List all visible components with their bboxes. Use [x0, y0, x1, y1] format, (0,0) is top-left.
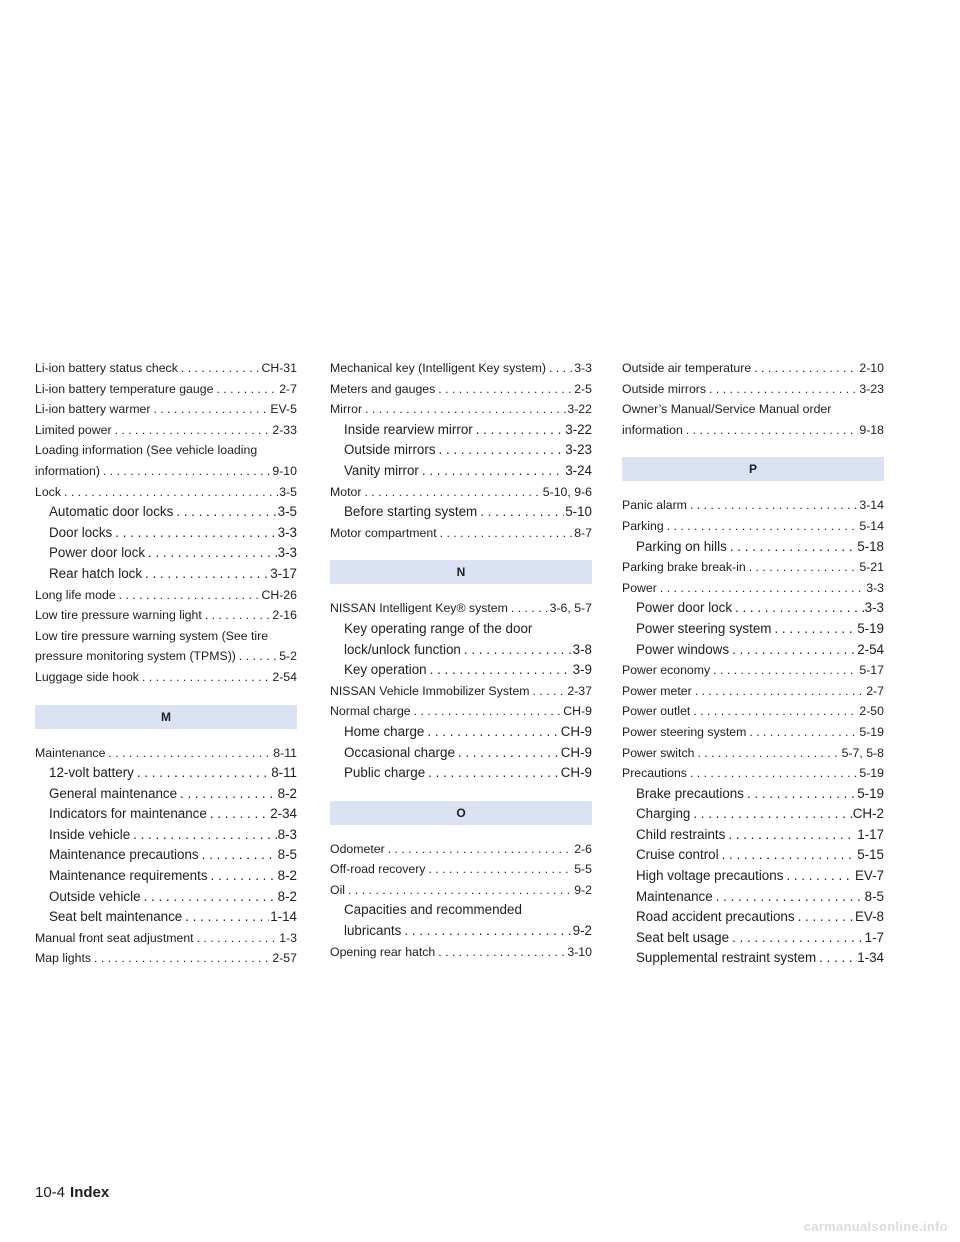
index-entry-manual-line2[interactable]: information . . . 9-18 [622, 420, 884, 441]
index-entry[interactable] [622, 358, 884, 379]
index-entry[interactable] [330, 681, 592, 702]
entry-page-ref: 3-3 [574, 361, 592, 375]
dot-leader [116, 585, 261, 606]
entry-page-ref: CH-9 [560, 744, 592, 760]
dot-leader [362, 399, 566, 420]
entry-page-ref: 5-15 [857, 847, 884, 863]
dot-leader [202, 605, 272, 626]
entry-page-ref: EV-7 [854, 868, 884, 884]
entry-page-ref: 3-3 [866, 580, 884, 595]
dot-leader [105, 743, 272, 764]
dot-leader [385, 839, 574, 860]
dot-leader [424, 722, 559, 743]
index-entry[interactable] [35, 804, 297, 825]
index-entry[interactable] [35, 543, 297, 564]
entry-page-ref: 1-34 [857, 950, 884, 966]
entry-term: Power windows [636, 641, 730, 657]
dot-leader [713, 887, 864, 908]
index-entry[interactable] [330, 839, 592, 860]
index-entry-luggage[interactable]: Luggage side hook . . . 2-54 [35, 667, 297, 688]
entry-term: Rear hatch lock [49, 565, 143, 581]
dot-leader [419, 461, 564, 482]
dot-leader [477, 502, 564, 523]
index-column-2 [330, 358, 592, 962]
entry-term: Indicators for maintenance [49, 806, 207, 822]
dot-leader [690, 804, 851, 825]
index-entry[interactable] [622, 660, 884, 681]
entry-page-ref: 2-7 [866, 683, 884, 698]
entry-page-ref: 3-23 [565, 442, 592, 458]
entry-page-ref: 2-50 [859, 704, 884, 719]
dot-leader [437, 523, 574, 544]
entries-n [330, 660, 592, 784]
entry-term: Vanity mirror [344, 462, 419, 478]
dot-leader [194, 928, 279, 949]
entry-page-ref: 3-3 [277, 524, 297, 540]
dot-leader [425, 859, 573, 880]
entry-term: Supplemental restraint system [636, 950, 817, 966]
entry-term: Road accident precautions [636, 909, 795, 925]
dot-leader [729, 640, 856, 661]
entry-term: Power steering system [622, 724, 747, 739]
dot-leader [425, 763, 560, 784]
entries-m [35, 743, 297, 970]
index-entry-manual-line1: Owner’s Manual/Service Manual order [622, 402, 832, 417]
entry-page-ref: 8-5 [864, 888, 884, 904]
entry-page-ref: 2-33 [272, 422, 297, 437]
entry-page-ref: 8-2 [277, 785, 297, 801]
index-entry[interactable] [622, 495, 884, 516]
entry-page-ref: 1-3 [279, 930, 297, 945]
entry-term: Oil [330, 882, 346, 897]
entry-page-ref: 3-24 [565, 462, 592, 478]
index-entry[interactable] [622, 578, 884, 599]
dot-leader [130, 825, 277, 846]
entry-page-ref: 2-16 [272, 608, 297, 623]
entry-page-ref: 8-5 [277, 847, 297, 863]
dot-leader [664, 516, 859, 537]
entry-page-ref: CH-31 [261, 361, 297, 375]
index-entry[interactable] [622, 784, 884, 805]
index-entry[interactable] [35, 420, 297, 441]
index-entry[interactable] [622, 557, 884, 578]
index-entry[interactable] [35, 948, 297, 969]
entry-term: Parking [622, 518, 664, 533]
dot-leader [173, 502, 276, 523]
entry-term: Cruise control [636, 847, 719, 863]
entry-page-ref: 1-7 [864, 929, 884, 945]
dot-leader [436, 440, 565, 461]
entry-term: Public charge [344, 765, 426, 781]
entry-page-ref: 5-19 [859, 766, 884, 781]
index-entry[interactable] [35, 358, 297, 379]
dot-leader [213, 379, 278, 400]
entry-page-ref: CH-9 [563, 704, 592, 719]
entry-term: High voltage precautions [636, 868, 784, 884]
index-column-1 [35, 358, 297, 969]
entry-page-ref: 8-3 [277, 826, 297, 842]
dot-leader [141, 887, 277, 908]
entry-page-ref: 5-10, 9-6 [542, 484, 592, 499]
entry-term: Maintenance requirements [49, 868, 208, 884]
entries-l-a [35, 358, 297, 440]
dot-leader [546, 358, 573, 379]
dot-leader [145, 543, 277, 564]
dot-leader [182, 907, 269, 928]
index-entry[interactable] [35, 763, 297, 784]
entry-term: NISSAN Vehicle Immobilizer System [330, 683, 530, 698]
index-entry[interactable] [622, 722, 884, 743]
entries-p [622, 495, 884, 969]
entries-o [330, 839, 592, 901]
entry-page-ref: 5-21 [859, 560, 884, 575]
dot-leader [710, 660, 858, 681]
dot-leader [746, 722, 858, 743]
entry-term: Off-road recovery [330, 862, 426, 877]
entry-term: Manual front seat adjustment [35, 930, 194, 945]
entry-term: Door locks [49, 524, 113, 540]
index-entry[interactable] [330, 859, 592, 880]
entry-term: Long life mode [35, 587, 116, 602]
index-entry[interactable] [330, 502, 592, 523]
entry-term: Outside mirrors [622, 381, 707, 396]
index-entry-opening-rear-hatch[interactable]: Opening rear hatch . . . 3-10 [330, 942, 592, 963]
index-entry[interactable] [330, 722, 592, 743]
dot-leader [455, 743, 560, 764]
entry-term: Brake precautions [636, 785, 744, 801]
index-entry[interactable] [622, 537, 884, 558]
index-entry[interactable] [35, 784, 297, 805]
dot-leader [746, 557, 859, 578]
entry-term: Outside air temperature [622, 361, 752, 375]
section-header-p: P [622, 457, 884, 481]
index-entry[interactable] [622, 948, 884, 969]
dot-leader [134, 763, 270, 784]
entry-page-ref: 5-19 [857, 785, 884, 801]
dot-leader [91, 948, 271, 969]
index-entry[interactable] [622, 887, 884, 908]
entry-term: Power steering system [636, 620, 772, 636]
entry-term: Occasional charge [344, 744, 455, 760]
entry-term: Low tire pressure warning light [35, 608, 202, 623]
entry-page-ref: CH-9 [560, 765, 592, 781]
section-header-o: O [330, 801, 592, 825]
entry-page-ref: 2-10 [859, 361, 884, 375]
entry-page-ref: 3-14 [859, 498, 884, 513]
section-header-m: M [35, 705, 297, 729]
dot-leader [719, 845, 857, 866]
index-entry[interactable] [35, 887, 297, 908]
entries-o-cont [622, 358, 884, 399]
index-entry-oil-line1: Capacities and recommended [344, 902, 522, 918]
entry-term: Parking on hills [636, 538, 727, 554]
dot-leader [112, 523, 276, 544]
dot-leader [783, 866, 854, 887]
index-entry[interactable] [35, 585, 297, 606]
index-entry[interactable] [35, 564, 297, 585]
entry-term: Map lights [35, 951, 92, 966]
entry-page-ref: 5-10 [565, 504, 592, 520]
dot-leader [771, 619, 856, 640]
entry-term: Meters and gauges [330, 381, 436, 396]
entry-term: Maintenance [35, 745, 106, 760]
entries-l-b [35, 482, 297, 626]
entry-page-ref: 2-34 [270, 806, 297, 822]
index-entry[interactable] [35, 502, 297, 523]
entry-page-ref: EV-8 [854, 909, 884, 925]
dot-leader [473, 420, 564, 441]
dot-leader [690, 701, 858, 722]
entry-page-ref: CH-2 [852, 806, 884, 822]
entry-page-ref: 8-2 [277, 868, 297, 884]
entry-term: Before starting system [344, 504, 478, 520]
dot-leader [729, 928, 864, 949]
entry-page-ref: 2-7 [279, 381, 297, 396]
index-column-3 [622, 358, 884, 969]
dot-leader [530, 681, 567, 702]
dot-leader [795, 907, 854, 928]
index-entry[interactable] [330, 420, 592, 441]
dot-leader [361, 482, 541, 503]
entry-term: Power door lock [49, 545, 146, 561]
index-entry[interactable] [622, 845, 884, 866]
entry-term: Power door lock [636, 600, 733, 616]
entry-page-ref: EV-5 [270, 402, 297, 417]
entry-term: Power meter [622, 683, 692, 698]
index-entry-oil-line2[interactable]: lubricants . . . 9-2 [330, 921, 592, 942]
entry-page-ref: 8-7 [574, 525, 592, 540]
index-entry[interactable] [330, 880, 592, 901]
entry-term: Precautions [622, 766, 687, 781]
index-entry-loading-line2[interactable]: information) . . . 9-10 [35, 461, 297, 482]
index-entry[interactable] [330, 482, 592, 503]
page-footer [35, 1184, 109, 1201]
entry-term: Power economy [622, 663, 711, 678]
entry-term: Inside vehicle [49, 826, 131, 842]
entry-page-ref: 3-22 [567, 402, 592, 417]
entry-term: Outside vehicle [49, 888, 141, 904]
index-entry[interactable] [35, 605, 297, 626]
dot-leader [177, 784, 277, 805]
index-entry[interactable] [35, 482, 297, 503]
dot-leader [744, 784, 856, 805]
entry-page-ref: 1-17 [857, 826, 884, 842]
entry-term: Li-ion battery status check [35, 361, 178, 375]
index-entry[interactable] [622, 701, 884, 722]
entry-term: Outside mirrors [344, 442, 436, 458]
index-entry[interactable] [330, 379, 592, 400]
dot-leader [694, 743, 840, 764]
entry-term: Maintenance precautions [49, 847, 199, 863]
dot-leader [199, 845, 277, 866]
entry-page-ref: 2-6 [574, 841, 592, 856]
index-entry-key-range-line1: Key operating range of the door [344, 620, 533, 636]
entry-term: Home charge [344, 723, 425, 739]
entry-term: Li-ion battery temperature gauge [35, 381, 214, 396]
index-entry[interactable] [622, 763, 884, 784]
entry-term: Automatic door locks [49, 504, 174, 520]
dot-leader [151, 399, 270, 420]
index-entry[interactable] [622, 825, 884, 846]
page-number: 10-4 [35, 1184, 66, 1201]
dot-leader [411, 701, 563, 722]
index-entry-tpms-line2[interactable]: pressure monitoring system (TPMS)) . . . 5-2 [35, 646, 297, 667]
entry-page-ref: 2-5 [574, 381, 592, 396]
index-entry[interactable] [35, 825, 297, 846]
section-title: Index [70, 1184, 110, 1201]
dot-leader [142, 564, 269, 585]
entry-page-ref: 2-37 [567, 683, 592, 698]
index-entry[interactable] [622, 804, 884, 825]
entry-term: Lock [35, 484, 61, 499]
index-entry[interactable] [330, 399, 592, 420]
entry-term: Limited power [35, 422, 112, 437]
dot-leader [725, 825, 856, 846]
entry-term: Panic alarm [622, 498, 687, 513]
entry-page-ref: 5-14 [859, 518, 884, 533]
index-entry[interactable] [330, 440, 592, 461]
index-entry[interactable] [330, 763, 592, 784]
index-entry-tpms-line1: Low tire pressure warning system (See tire [35, 628, 269, 643]
entry-term: Mirror [330, 402, 363, 417]
entry-term: Normal charge [330, 704, 411, 719]
index-entry[interactable] [622, 928, 884, 949]
dot-leader [207, 804, 269, 825]
index-entry[interactable] [622, 907, 884, 928]
dot-leader [61, 482, 278, 503]
entry-page-ref: 3-23 [859, 381, 884, 396]
dot-leader [727, 537, 856, 558]
entry-page-ref: 3-3 [864, 600, 884, 616]
entry-term: Mechanical key (Intelligent Key system) [330, 361, 546, 375]
entry-term: Power switch [622, 745, 695, 760]
index-entry[interactable] [35, 845, 297, 866]
entry-page-ref: 1-14 [270, 909, 297, 925]
entry-term: Charging [636, 806, 691, 822]
entry-page-ref: 8-11 [273, 745, 297, 760]
index-entry[interactable] [35, 379, 297, 400]
index-entry[interactable] [35, 523, 297, 544]
entry-term: Inside rearview mirror [344, 421, 473, 437]
entry-page-ref: 5-7, 5-8 [841, 745, 884, 760]
entry-page-ref: 2-54 [857, 641, 884, 657]
entry-term: Power [622, 580, 657, 595]
dot-leader [178, 358, 261, 379]
entries-m-cont [330, 358, 592, 543]
dot-leader [687, 495, 858, 516]
dot-leader [692, 681, 866, 702]
entry-term: Power outlet [622, 704, 691, 719]
entry-page-ref: 3-9 [572, 662, 592, 678]
entry-term: Li-ion battery warmer [35, 402, 151, 417]
dot-leader [657, 578, 865, 599]
entry-page-ref: 2-57 [272, 951, 297, 966]
entry-page-ref: 3-3 [277, 545, 297, 561]
entry-page-ref: 8-2 [277, 888, 297, 904]
entry-page-ref: 3-22 [565, 421, 592, 437]
index-entry[interactable] [622, 516, 884, 537]
entry-page-ref: CH-9 [560, 723, 592, 739]
dot-leader [816, 948, 856, 969]
index-entry[interactable] [35, 907, 297, 928]
index-entry[interactable] [330, 523, 592, 544]
entry-term: Odometer [330, 841, 385, 856]
dot-leader [427, 660, 572, 681]
index-entry-key-range-line2[interactable]: lock/unlock function . . . 3-8 [330, 640, 592, 661]
dot-leader [751, 358, 858, 379]
entry-page-ref: 5-18 [857, 538, 884, 554]
dot-leader [345, 880, 573, 901]
dot-leader [732, 598, 864, 619]
entry-term: Seat belt maintenance [49, 909, 183, 925]
entry-term: Key operation [344, 662, 427, 678]
entry-term: Motor compartment [330, 525, 437, 540]
section-header-n: N [330, 560, 592, 584]
index-entry[interactable] [622, 619, 884, 640]
index-entry-intelligent-key[interactable]: NISSAN Intelligent Key® system . . . 3-6, 5-7 [330, 598, 592, 619]
entry-term: General maintenance [49, 785, 178, 801]
dot-leader [687, 763, 858, 784]
index-entry[interactable] [622, 743, 884, 764]
watermark: carmanualsonline.info [803, 1219, 948, 1234]
index-entry[interactable] [35, 743, 297, 764]
dot-leader [435, 379, 573, 400]
entry-term: Parking brake break-in [622, 560, 746, 575]
index-entry[interactable] [622, 681, 884, 702]
entry-term: Seat belt usage [636, 929, 730, 945]
index-entry[interactable] [622, 640, 884, 661]
entry-page-ref: 3-5 [277, 504, 297, 520]
entry-page-ref: CH-26 [261, 587, 297, 602]
index-entry[interactable] [622, 598, 884, 619]
entry-term: Maintenance [636, 888, 713, 904]
entry-page-ref: 8-11 [271, 765, 297, 781]
index-entry[interactable] [330, 660, 592, 681]
index-entry[interactable] [622, 379, 884, 400]
index-entry[interactable] [330, 358, 592, 379]
index-entry[interactable] [330, 743, 592, 764]
entry-page-ref: 9-2 [574, 882, 592, 897]
index-entry[interactable] [330, 461, 592, 482]
entry-term: 12-volt battery [49, 765, 134, 781]
index-entry[interactable] [35, 928, 297, 949]
dot-leader [208, 866, 277, 887]
entry-page-ref: 5-19 [859, 724, 884, 739]
entry-page-ref: 3-5 [279, 484, 297, 499]
entry-page-ref: 5-17 [859, 663, 884, 678]
entry-page-ref: 5-5 [574, 862, 592, 877]
dot-leader [706, 379, 858, 400]
entry-page-ref: 5-19 [857, 620, 884, 636]
index-entry[interactable] [35, 866, 297, 887]
index-entry[interactable] [330, 701, 592, 722]
index-entry[interactable] [35, 399, 297, 420]
entry-term: Child restraints [636, 826, 726, 842]
entry-page-ref: 3-17 [270, 565, 297, 581]
dot-leader [112, 420, 272, 441]
index-entry[interactable] [622, 866, 884, 887]
index-entry-loading-line1: Loading information (See vehicle loading [35, 443, 258, 458]
entry-term: Motor [330, 484, 362, 499]
